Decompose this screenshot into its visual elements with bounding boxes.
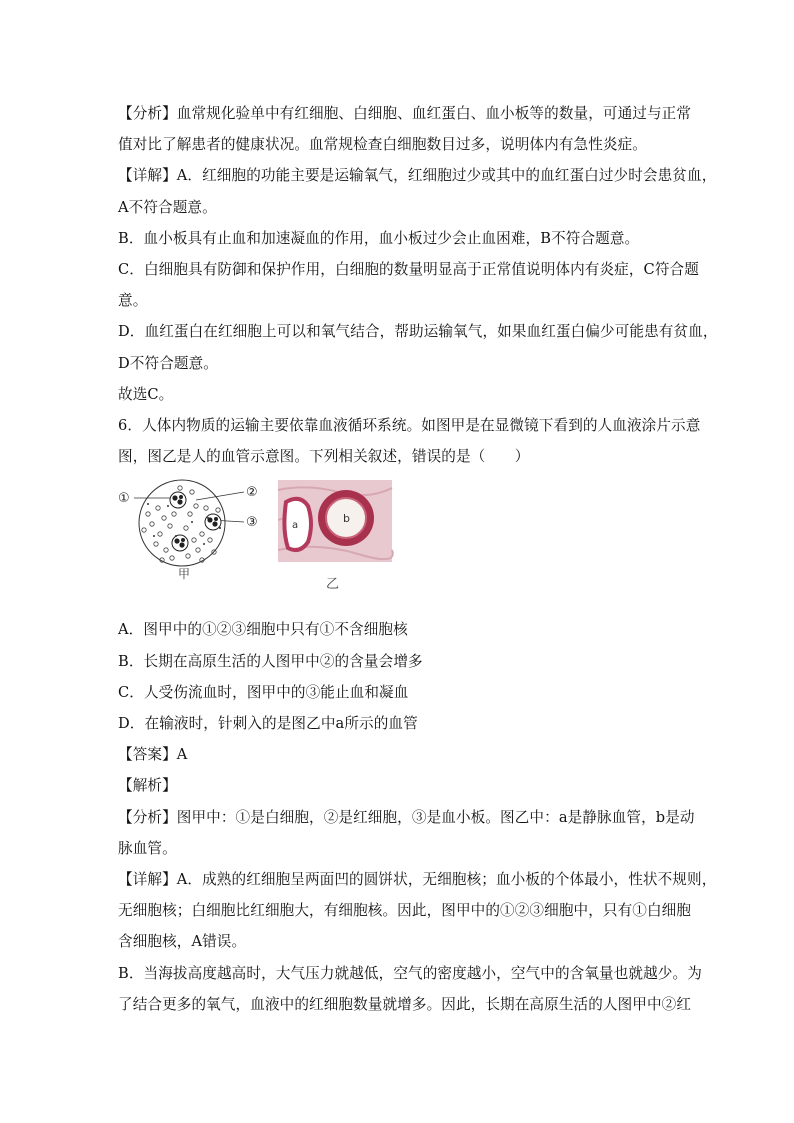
caption-yi: 乙 [326,577,340,593]
option-a: A．图甲中的①②③细胞中只有①不含细胞核 [118,621,408,639]
text-line: B．血小板具有止血和加速凝血的作用，血小板过少会止血困难，B不符合题意。 [118,229,640,247]
label-1: ① [118,491,130,507]
text-line: B．当海拔高度越高时，大气压力就越低，空气的密度越小，空气中的含氧量也就越少。为 [118,964,702,982]
answer-heading: 【答案】A [118,746,188,764]
option-c: C．人受伤流血时，图甲中的③能止血和凝血 [118,683,409,701]
label-3: ③ [246,515,258,531]
white-blood-cell [205,514,221,530]
text-line: C．白细胞具有防御和保护作用，白细胞的数量明显高于正常值说明体内有炎症，C符合题 [118,261,699,279]
document-body [118,98,718,1020]
question-figures [118,478,683,600]
text-line: 意。 [118,292,148,310]
label-2: ② [246,485,258,501]
question-stem: 图，图乙是人的血管示意图。下列相关叙述，错误的是（ ） [118,448,530,466]
text-line: 【详解】A．成熟的红细胞呈两面凹的圆饼状，无细胞核；血小板的个体最小，性状不规则， [118,871,717,889]
text-line: 无细胞核；白细胞比红细胞大，有细胞核。因此，图甲中的①②③细胞中，只有①白细胞 [118,902,692,920]
text-line: 脉血管。 [118,839,177,857]
label-a: a [292,520,299,532]
blood-smear-figure [118,478,268,598]
text-line: 【分析】血常规化验单中有红细胞、白细胞、血红蛋白、血小板等的数量，可通过与正常 [118,105,692,122]
option-d: D．在输液时，针刺入的是图乙中a所示的血管 [118,715,418,733]
blood-vessel-figure [278,480,416,598]
question-stem: 6．人体内物质的运输主要依靠血液循环系统。如图甲是在显微镜下看到的人血液涂片示意 [118,417,701,435]
text-line: D不符合题意。 [118,354,218,372]
vein-a [284,499,311,550]
analysis-heading: 【解析】 [118,777,177,795]
text-line: 了结合更多的氧气，血液中的红细胞数量就增多。因此，长期在高原生活的人图甲中②红 [118,995,692,1013]
artery-b [318,490,374,546]
white-blood-cell [170,492,186,508]
text-line: D．血红蛋白在红细胞上可以和氧气结合，帮助运输氧气，如果血红蛋白偏少可能患有贫血， [118,323,718,341]
caption-jia: 甲 [178,567,191,582]
white-blood-cell [172,535,188,551]
text-line: 【分析】图甲中：①是白细胞，②是红细胞，③是血小板。图乙中：a是静脉血管，b是动 [118,808,695,826]
text-line: 【详解】A．红细胞的功能主要是运输氧气，红细胞过少或其中的血红蛋白过少时会患贫血， [118,167,717,185]
label-b: b [343,512,350,526]
option-b: B．长期在高原生活的人图甲中②的含量会增多 [118,652,423,670]
text-line: 值对比了解患者的健康状况。血常规检查白细胞数目过多，说明体内有急性炎症。 [118,136,647,154]
text-line: 故选C。 [118,385,174,403]
text-line: 含细胞核，A错误。 [118,933,247,951]
text-line: A不符合题意。 [118,198,217,216]
